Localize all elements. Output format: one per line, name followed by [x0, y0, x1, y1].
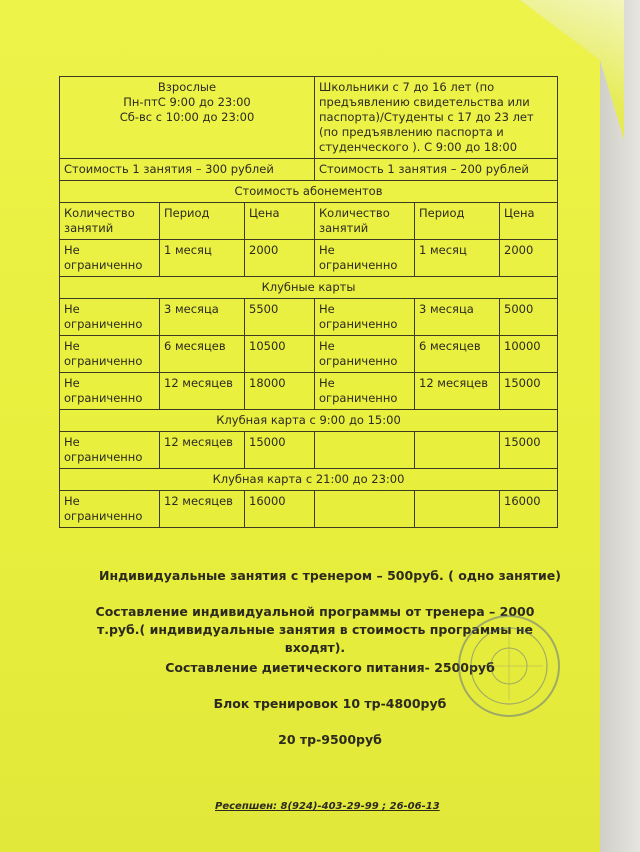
adults-hours: Пн-птС 9:00 до 23:00 Сб-вс с 10:00 до 23:00 [119, 95, 255, 124]
table-cell: 12 месяцев [160, 373, 245, 410]
table-cell: 18000 [245, 373, 315, 410]
table-row [60, 240, 558, 277]
table-row [60, 336, 558, 373]
col-header: Количество занятий [60, 203, 160, 240]
table-cell: 6 месяцев [415, 336, 500, 373]
table-cell [415, 432, 500, 469]
reception-phone: Ресепшен: 8(924)-403-29-99 ; 26-06-13 [215, 801, 440, 812]
section-club: Клубные карты [60, 277, 558, 299]
stamp-seal [455, 612, 563, 720]
table-cell: 12 месяцев [415, 373, 500, 410]
table-cell: 2000 [500, 240, 558, 277]
program-line: Составление индивидуальной программы от тренера – 2000 т.руб.( индивидуальные занятия в стоимость программы не входят). [95, 604, 535, 655]
table-cell: Не ограниченно [60, 373, 160, 410]
col-header: Количество занятий [315, 203, 415, 240]
table-row [60, 432, 558, 469]
table-cell: 16000 [500, 491, 558, 528]
sheet-edge [600, 0, 640, 852]
table-cell: Не ограниченно [60, 299, 160, 336]
table-cell: 12 месяцев [160, 432, 245, 469]
section-row [60, 277, 558, 299]
table-cell: 6 месяцев [160, 336, 245, 373]
table-row [60, 373, 558, 410]
adults-title: Взрослые [157, 80, 217, 94]
block20-line: 20 тр-9500руб [278, 732, 382, 747]
columns-header-row [60, 203, 558, 240]
table-cell: Не ограниченно [60, 432, 160, 469]
table-header-row [60, 77, 558, 159]
table-row [60, 299, 558, 336]
table-cell: 1 месяц [160, 240, 245, 277]
table-cell: 10500 [245, 336, 315, 373]
table-cell: 12 месяцев [160, 491, 245, 528]
single-price-row [60, 159, 558, 181]
col-header: Цена [245, 203, 315, 240]
table-cell: Не ограниченно [315, 336, 415, 373]
table-cell: 5000 [500, 299, 558, 336]
section-subscriptions: Стоимость абонементов [60, 181, 558, 203]
section-row [60, 181, 558, 203]
price-table [59, 76, 558, 528]
col-header: Период [160, 203, 245, 240]
section-row [60, 410, 558, 432]
table-cell: 10000 [500, 336, 558, 373]
table-cell: 15000 [500, 432, 558, 469]
table-cell: 3 месяца [415, 299, 500, 336]
table-cell [315, 432, 415, 469]
table-row [60, 491, 558, 528]
col-header: Цена [500, 203, 558, 240]
table-cell: Не ограниченно [60, 491, 160, 528]
adults-cell [60, 77, 315, 159]
trainer-line: Индивидуальные занятия с тренером – 500руб. ( одно занятие) [98, 568, 562, 583]
section-day: Клубная карта с 9:00 до 15:00 [60, 410, 558, 432]
table-cell [415, 491, 500, 528]
table-cell: 15000 [245, 432, 315, 469]
col-header: Период [415, 203, 500, 240]
section-row [60, 469, 558, 491]
table-cell: 2000 [245, 240, 315, 277]
block10-line: Блок тренировок 10 тр-4800руб [213, 696, 447, 711]
table-cell: 3 месяца [160, 299, 245, 336]
students-cell: Школьники с 7 до 16 лет (по предъявлению свидетельства или паспорта)/Студенты с 17 до 23 лет (по предъявлению паспорта и студенческого ). С 9:00 до 18:00 [315, 77, 558, 159]
table-cell: Не ограниченно [315, 373, 415, 410]
table-cell: 16000 [245, 491, 315, 528]
table-cell: 5500 [245, 299, 315, 336]
table-cell: Не ограниченно [315, 299, 415, 336]
table-cell: Не ограниченно [60, 336, 160, 373]
single-price-adult: Стоимость 1 занятия – 300 рублей [60, 159, 315, 181]
table-cell: Не ограниченно [60, 240, 160, 277]
diet-line: Составление диетического питания- 2500руб [165, 660, 495, 675]
table-cell [315, 491, 415, 528]
table-cell: 15000 [500, 373, 558, 410]
single-price-student: Стоимость 1 занятия – 200 рублей [315, 159, 558, 181]
section-evening: Клубная карта с 21:00 до 23:00 [60, 469, 558, 491]
table-cell: Не ограниченно [315, 240, 415, 277]
table-cell: 1 месяц [415, 240, 500, 277]
